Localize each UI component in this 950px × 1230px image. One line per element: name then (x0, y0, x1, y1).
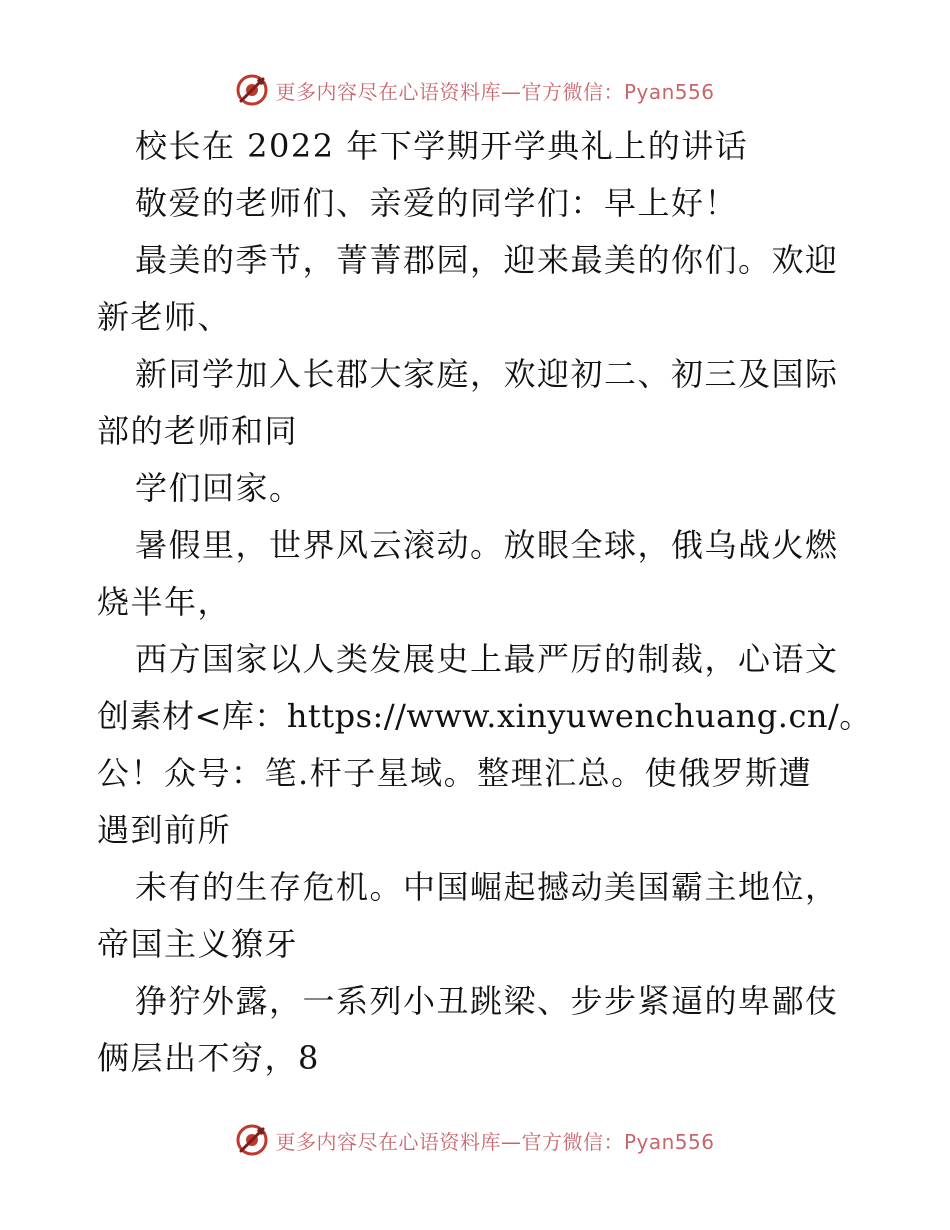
paragraph-line: 暑假里，世界风云滚动。放眼全球，俄乌战火燃 (135, 526, 839, 564)
paragraph-line: 新同学加入长郡大家庭，欢迎初二、初三及国际 (135, 355, 839, 393)
header-banner (0, 70, 950, 110)
document-title: 校长在 2022 年下学期开学典礼上的讲话 (135, 127, 749, 165)
footer-banner (0, 1120, 950, 1160)
paragraph-line: 遇到前所 (97, 811, 232, 849)
paragraph-line: 狰狞外露，一系列小丑跳梁、步步紧逼的卑鄙伎 (135, 982, 839, 1020)
footer-banner-text: 更多内容尽在心语资料库—官方微信：Pyan556 (275, 1129, 715, 1154)
paragraph-line-url: 创素材<库：https://www.xinyuwenchuang.cn/。 (97, 697, 872, 735)
paragraph-line: 未有的生存危机。中国崛起撼动美国霸主地位， (135, 868, 839, 906)
greeting-line: 敬爱的老师们、亲爱的同学们：早上好！ (135, 184, 739, 222)
paragraph-line: 公！众号：笔.杆子星域。整理汇总。使俄罗斯遭 (97, 754, 813, 792)
paragraph-line: 部的老师和同 (97, 412, 299, 450)
paragraph-line: 新老师、 (97, 298, 232, 336)
paragraph-line: 西方国家以人类发展史上最严厉的制裁，心语文 (135, 640, 839, 678)
paragraph-line: 烧半年， (97, 583, 232, 621)
paragraph-line: 最美的季节，菁菁郡园，迎来最美的你们。欢迎 (135, 241, 839, 279)
header-banner-text: 更多内容尽在心语资料库—官方微信：Pyan556 (275, 79, 715, 104)
pen-logo-icon (235, 73, 269, 107)
paragraph-line: 学们回家。 (135, 469, 303, 507)
pen-logo-icon (235, 1123, 269, 1157)
paragraph-line: 俩层出不穷，8 (97, 1039, 320, 1077)
document-body (97, 118, 872, 1087)
paragraph-line: 帝国主义獠牙 (97, 925, 299, 963)
